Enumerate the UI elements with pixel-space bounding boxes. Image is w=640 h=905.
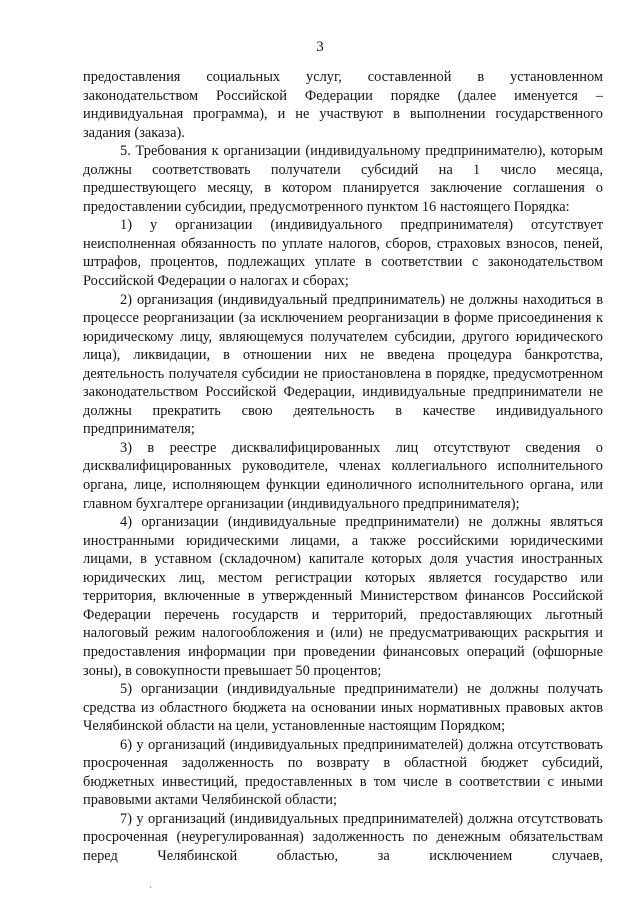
paragraph-item-1: 1) у организации (индивидуального предпринимателя) отсутствует неисполненная обязанность по уплате налогов, сборов, страховых взносов, пеней, штрафов, процентов, подлежащих уплате в соответствии с законодательством Российской Федерации о налогах и сборах;	[83, 217, 603, 290]
scan-mark: ·	[149, 883, 153, 894]
paragraph-item-7: 7) у организаций (индивидуальных предпринимателей) должна отсутствовать просроченная (неурегулированная) задолженность по денежным обязательствам перед Челябинской областью, за исключением случаев,	[83, 810, 603, 864]
paragraph-item-2: 2) организация (индивидуальный предприниматель) не должны находиться в процессе реорганизации (за исключением реорганизации в форме присоединения к юридическому лицу, являющемуся получателем субсидии, другого юридического лица), ликвидации, в отношении них не введена процедура банкротства, деятельность получателя субсидии не приостановлена в порядке, предусмотренном законодательством Российской Федерации, индивидуальные предприниматели не должны прекратить свою деятельность в качестве индивидуального предпринимателя;	[83, 291, 603, 438]
paragraph-intro-continuation: предоставления социальных услуг, составленной в установленном законодательством Российской Федерации порядке (далее именуется – индивидуальная программа), и не участвуют в выполнении государственного задания (заказа).	[83, 69, 603, 141]
paragraph-section-5: 5. Требования к организации (индивидуальному предпринимателю), которым должны соответствовать получатели субсидий на 1 число месяца, предшествующего месяцу, в котором планируется заключение соглашения о предоставлении субсидии, предусмотренного пунктом 16 настоящего Порядка:	[83, 143, 603, 215]
paragraph-item-4: 4) организации (индивидуальные предприниматели) не должны являться иностранными юридическими лицами, а также российскими юридическими лицами, в уставном (складочном) капитале которых доля участия иностранных юридических лиц, местом регистрации которых является государство или территория, включенные в утвержденный Министерством финансов Российской Федерации перечень государств и территорий, предоставляющих льготный налоговый режим налогообложения и (или) не предусматривающих раскрытия и предоставления информации при проведении финансовых операций (офшорные зоны), в совокупности превышает 50 процентов;	[83, 514, 603, 679]
paragraph-item-5: 5) организации (индивидуальные предприниматели) не должны получать средства из областного бюджета на основании иных нормативных правовых актов Челябинской области на цели, установленные настоящим Порядком;	[83, 681, 603, 735]
paragraph-item-6: 6) у организаций (индивидуальных предпринимателей) должна отсутствовать просроченная задолженность по возврату в областной бюджет субсидий, бюджетных инвестиций, предоставленных в том числе в соответствии с иными правовыми актами Челябинской области;	[83, 736, 603, 809]
paragraph-item-3: 3) в реестре дисквалифицированных лиц отсутствуют сведения о дисквалифицированных руководителе, членах коллегиального исполнительного органа, лице, исполняющем функции единоличного исполнительного органа, или главном бухгалтере организации (индивидуального предпринимателя);	[83, 439, 603, 512]
document-body	[83, 68, 603, 866]
page-number: 3	[316, 39, 324, 55]
